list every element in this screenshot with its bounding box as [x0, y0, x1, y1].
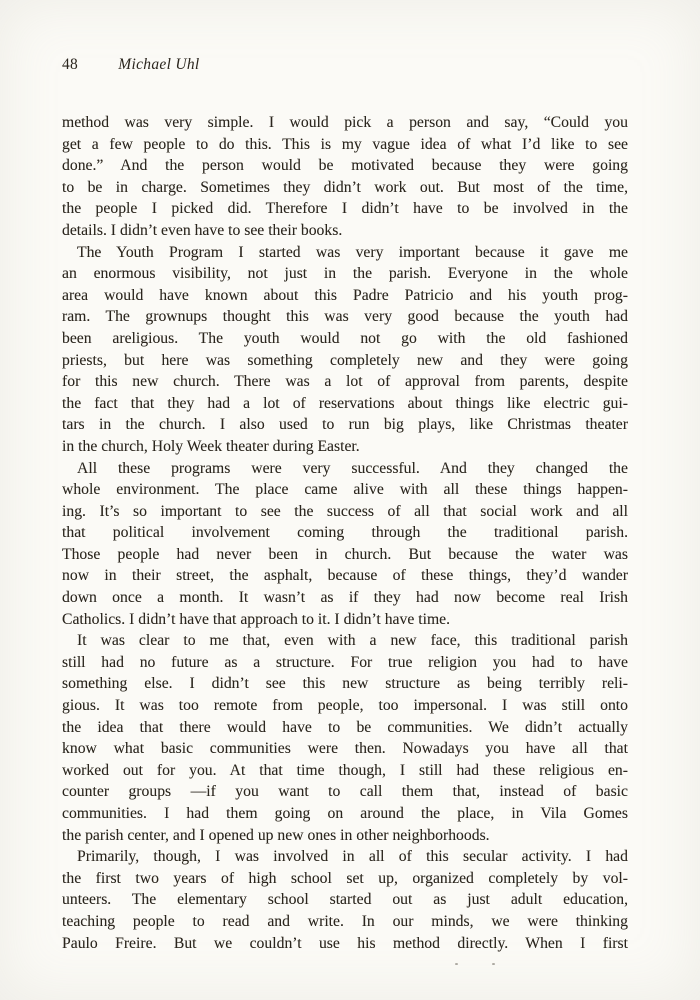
text-line: teaching people to read and write. In our minds, we were thinking — [62, 912, 628, 930]
text-line: counter groups —if you want to call them that, instead of basic — [62, 783, 628, 801]
text-line: ing. It’s so important to see the success of all that social work and all — [62, 502, 628, 520]
text-line: unteers. The elementary school started out as just adult education, — [62, 891, 628, 909]
text-line: Catholics. I didn’t have that approach to it. I didn’t have time. — [62, 610, 451, 628]
scan-speckle — [455, 963, 458, 965]
text-line: been areligious. The youth would not go with the old fashioned — [62, 329, 628, 347]
text-line: now in their street, the asphalt, because of these things, they’d wander — [62, 567, 628, 585]
text-line: worked out for you. At that time though, I still had these religious en- — [62, 761, 628, 779]
text-line: the people I picked did. Therefore I didn’t have to be involved in the — [62, 200, 628, 218]
text-line: Those people had never been in church. But because the water was — [62, 545, 628, 563]
text-line: that political involvement coming through the traditional parish. — [62, 524, 628, 542]
text-line: for this new church. There was a lot of approval from parents, despite — [62, 373, 628, 391]
text-line: get a few people to do this. This is my vague idea of what I’d like to see — [62, 135, 628, 153]
text-line: know what basic communities were then. Nowadays you have all that — [62, 740, 628, 758]
text-line: done.” And the person would be motivated because they were going — [62, 157, 628, 175]
text-line: the parish center, and I opened up new ones in other neighborhoods. — [62, 826, 490, 844]
text-line: something else. I didn’t see this new structure as being terribly reli- — [62, 675, 628, 693]
running-header — [62, 56, 628, 74]
text-line: the first two years of high school set up, organized completely by vol- — [62, 869, 628, 887]
running-header-title: Michael Uhl — [118, 56, 200, 73]
text-line: gious. It was too remote from people, too impersonal. I was still onto — [62, 697, 628, 715]
text-line: whole environment. The place came alive with all these things happen- — [62, 481, 628, 499]
text-line: an enormous visibility, not just in the parish. Everyone in the whole — [62, 265, 628, 283]
text-line: priests, but here was something completely new and they were going — [62, 351, 628, 369]
text-line: It was clear to me that, even with a new face, this traditional parish — [77, 632, 628, 650]
text-line: communities. I had them going on around the place, in Vila Gomes — [62, 805, 628, 822]
text-line: the idea that there would have to be communities. We didn’t actually — [62, 718, 628, 736]
text-line: to be in charge. Sometimes they didn’t work out. But most of the time, — [62, 178, 628, 196]
text-line: down once a month. It wasn’t as if they had now become real Irish — [62, 589, 628, 607]
text-line: in the church, Holy Week theater during Easter. — [62, 437, 360, 455]
text-line: The Youth Program I started was very important because it gave me — [77, 243, 628, 261]
text-line: Paulo Freire. But we couldn’t use his method directly. When I first — [62, 934, 628, 952]
text-line: area would have known about this Padre Patricio and his youth prog- — [62, 286, 628, 304]
body-text-block — [62, 112, 628, 954]
text-line: ram. The grownups thought this was very good because the youth had — [62, 308, 628, 326]
text-line: method was very simple. I would pick a person and say, “Could you — [62, 114, 628, 131]
page-number: 48 — [62, 56, 79, 73]
text-line: the fact that they had a lot of reservations about things like electric gui- — [62, 394, 628, 412]
text-line: tars in the church. I also used to run big plays, like Christmas theater — [62, 416, 628, 434]
text-line: details. I didn’t even have to see their books. — [62, 221, 343, 239]
text-line: still had no future as a structure. For true religion you had to have — [62, 653, 628, 671]
text-line: All these programs were very successful. And they changed the — [77, 459, 628, 477]
scan-speckle — [492, 963, 495, 965]
text-line: Primarily, though, I was involved in all of this secular activity. I had — [77, 848, 628, 866]
